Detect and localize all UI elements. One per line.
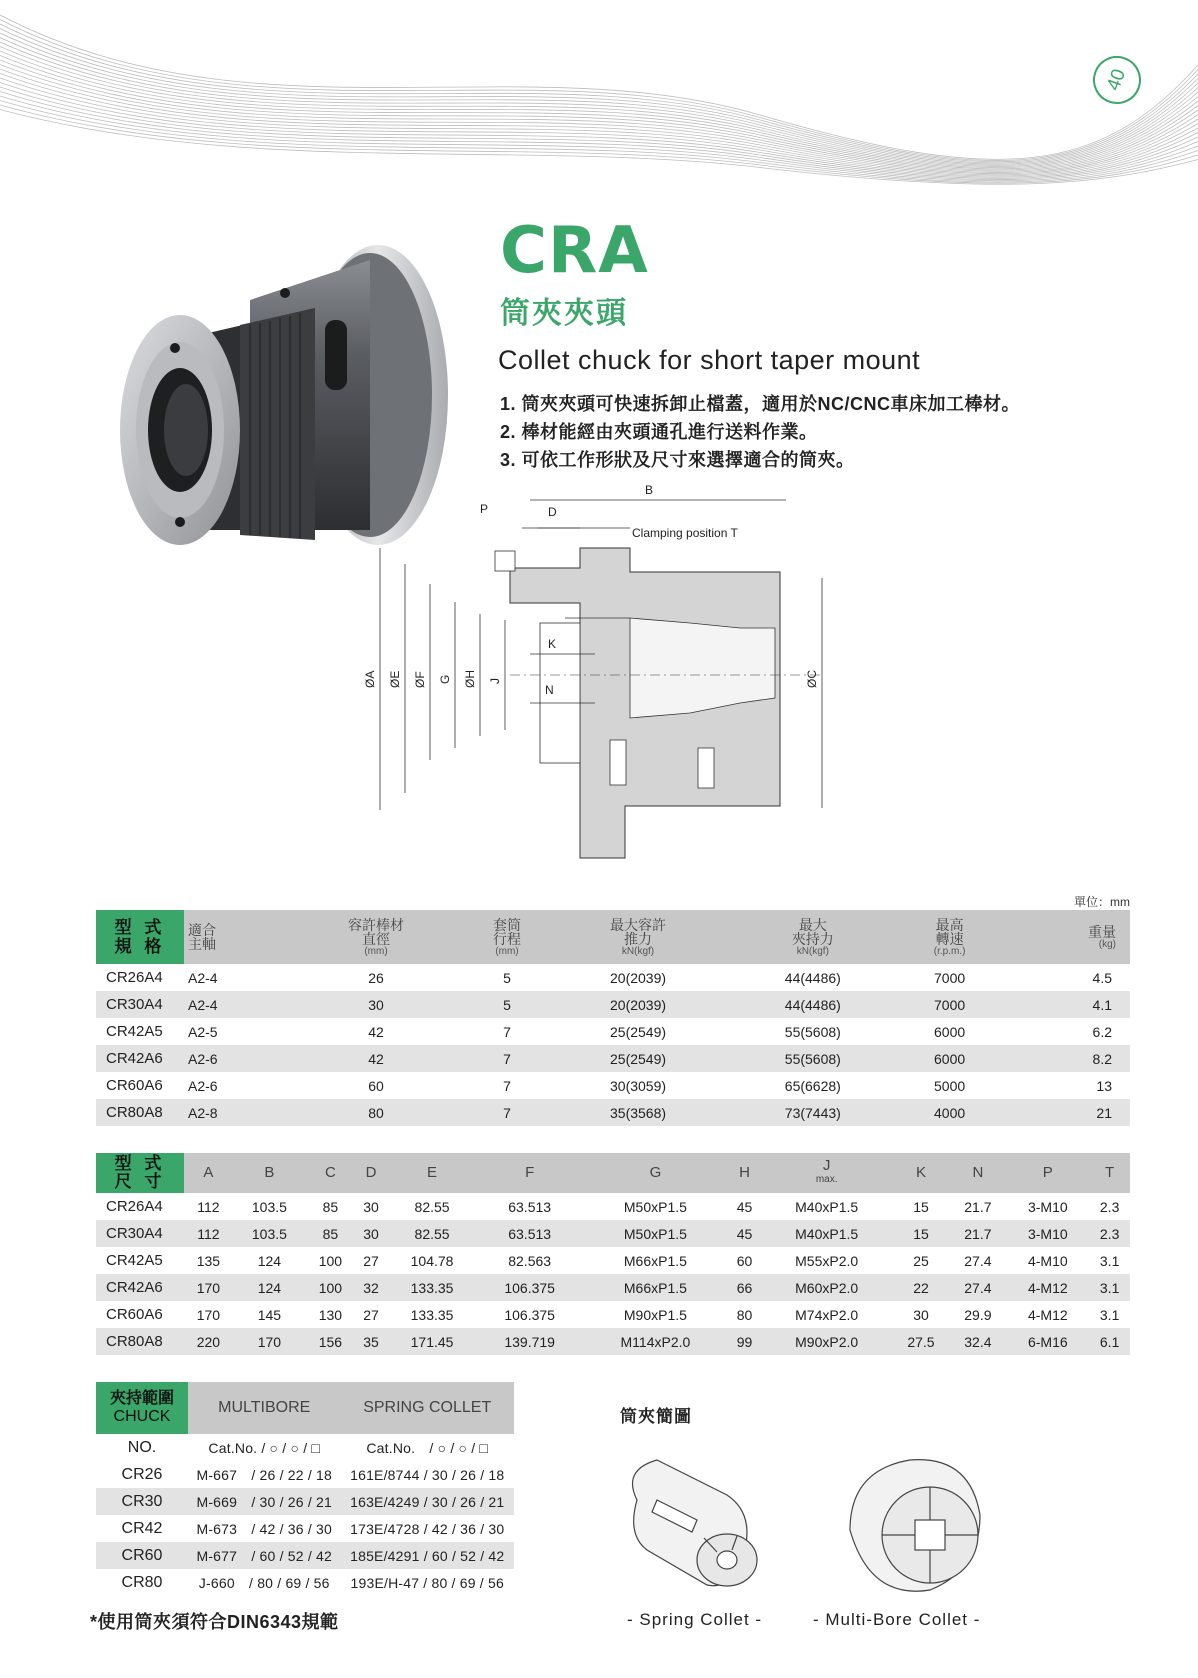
dim-header: D bbox=[355, 1153, 388, 1193]
spec-corner: 型 式 規 格 bbox=[96, 910, 184, 964]
spec-cell: CR26A4 bbox=[106, 969, 163, 986]
spec-cell: 20(2039) bbox=[610, 969, 667, 986]
dim-cell: M90xP2.0 bbox=[761, 1328, 893, 1355]
dim-cell: 103.5 bbox=[233, 1220, 306, 1247]
spec-cell: A2-4 bbox=[184, 991, 289, 1018]
dim-cell: 106.375 bbox=[504, 1306, 555, 1323]
dim-cell: 60 bbox=[736, 1252, 753, 1269]
chuck-cell: 193E/H-47 / 80 / 69 / 56 bbox=[350, 1574, 504, 1591]
spec-cell: 30 bbox=[289, 991, 464, 1018]
label-j: J bbox=[488, 678, 502, 684]
spec-cell: 25(2549) bbox=[551, 1045, 726, 1072]
dim-cell: 25 bbox=[913, 1252, 929, 1269]
dim-cell: M55xP2.0 bbox=[795, 1252, 859, 1269]
dim-row bbox=[96, 1328, 1130, 1355]
wave-line bbox=[0, 51, 1198, 169]
label-k: K bbox=[548, 637, 557, 651]
dim-cell: 2.3 bbox=[1089, 1220, 1130, 1247]
dim-cell: M40xP1.5 bbox=[795, 1198, 859, 1215]
spec-row bbox=[96, 1072, 1130, 1099]
dim-cell: 63.513 bbox=[477, 1220, 583, 1247]
spec-header: 容許棒材 直徑 (mm) bbox=[289, 910, 464, 964]
spec-cell: 21 bbox=[999, 1099, 1130, 1126]
dim-cell: 220 bbox=[184, 1328, 233, 1355]
spring-collet-caption: - Spring Collet - bbox=[627, 1610, 763, 1629]
spec-cell: 6.2 bbox=[1092, 1023, 1112, 1040]
chuck-cell: CR30 bbox=[96, 1488, 188, 1515]
dim-cell: 85 bbox=[322, 1198, 339, 1215]
spec-cell: 8.2 bbox=[999, 1045, 1130, 1072]
dim-cell: 6-M16 bbox=[1006, 1328, 1089, 1355]
feature-item: 2. 棒材能經由夾頭通孔進行送料作業。 bbox=[500, 422, 818, 442]
chuck-cell: NO. bbox=[96, 1434, 188, 1461]
header-wave-lines bbox=[0, 0, 1198, 210]
spec-cell: 73(7443) bbox=[725, 1099, 900, 1126]
multi-bore-collet-caption: - Multi-Bore Collet - bbox=[813, 1610, 981, 1629]
dim-cell: 99 bbox=[728, 1328, 761, 1355]
dim-cell: CR80A8 bbox=[96, 1328, 184, 1355]
spec-cell: 5000 bbox=[934, 1077, 966, 1094]
dim-cell: M60xP2.0 bbox=[761, 1274, 893, 1301]
chuck-row bbox=[96, 1488, 514, 1515]
spec-cell: 60 bbox=[368, 1077, 384, 1094]
spec-cell: 7000 bbox=[900, 991, 999, 1018]
chuck-row bbox=[96, 1515, 514, 1542]
dim-header: E bbox=[387, 1153, 476, 1193]
spec-cell: 30(3059) bbox=[610, 1077, 667, 1094]
chuck-cell: CR80 bbox=[121, 1573, 163, 1591]
chuck-cell: 173E/4728 / 42 / 36 / 30 bbox=[350, 1520, 505, 1537]
spec-cell: A2-6 bbox=[184, 1045, 289, 1072]
spec-cell: 44(4486) bbox=[725, 991, 900, 1018]
label-c: ØC bbox=[805, 670, 819, 688]
spec-cell: 7000 bbox=[934, 969, 966, 986]
dim-cell: 2.3 bbox=[1099, 1198, 1120, 1215]
dim-cell: 124 bbox=[233, 1274, 306, 1301]
chuck-cell: J-660 / 80 / 69 / 56 bbox=[198, 1574, 330, 1591]
spec-cell: 65(6628) bbox=[784, 1077, 841, 1094]
dim-cell: M90xP1.5 bbox=[623, 1306, 687, 1323]
dim-cell: 32.4 bbox=[949, 1328, 1006, 1355]
spec-cell: 7 bbox=[463, 1045, 550, 1072]
dim-cell: 4-M12 bbox=[1006, 1274, 1089, 1301]
dim-header: P bbox=[1006, 1153, 1089, 1193]
dim-cell: 80 bbox=[736, 1306, 753, 1323]
dim-cell: 22 bbox=[893, 1274, 950, 1301]
dim-row bbox=[96, 1247, 1130, 1274]
dim-cell: M50xP1.5 bbox=[583, 1220, 729, 1247]
dim-cell: 124 bbox=[257, 1252, 282, 1269]
dim-cell: M50xP1.5 bbox=[623, 1198, 687, 1215]
spec-cell: 7 bbox=[503, 1023, 511, 1040]
dim-cell: 4-M10 bbox=[1027, 1252, 1068, 1269]
spec-row bbox=[96, 964, 1130, 991]
dim-cell: M40xP1.5 bbox=[761, 1220, 893, 1247]
spec-row bbox=[96, 1045, 1130, 1072]
spec-header: 適合 主軸 bbox=[184, 910, 289, 964]
dim-row bbox=[96, 1301, 1130, 1328]
spec-cell: 7 bbox=[503, 1077, 511, 1094]
chuck-corner: 夾持範圍 CHUCK bbox=[96, 1382, 188, 1434]
dim-cell: 156 bbox=[306, 1328, 355, 1355]
dim-header: J max. bbox=[761, 1153, 893, 1193]
dim-cell: 171.45 bbox=[387, 1328, 476, 1355]
chuck-row bbox=[96, 1542, 514, 1569]
spec-header: 重量 (kg) bbox=[999, 910, 1130, 964]
spec-cell: 25(2549) bbox=[610, 1023, 667, 1040]
dim-cell: 21.7 bbox=[949, 1220, 1006, 1247]
spec-cell: A2-4 bbox=[188, 969, 218, 986]
dim-header: A bbox=[184, 1153, 233, 1193]
dim-cell: 133.35 bbox=[387, 1274, 476, 1301]
spec-cell: 4.5 bbox=[1092, 969, 1112, 986]
spec-cell: A2-5 bbox=[188, 1023, 218, 1040]
chuck-cell: M-673 / 42 / 36 / 30 bbox=[196, 1520, 332, 1537]
label-d: D bbox=[548, 505, 557, 519]
dim-cell: 145 bbox=[257, 1306, 282, 1323]
wave-line bbox=[0, 38, 1198, 166]
spec-cell: 55(5608) bbox=[784, 1023, 841, 1040]
dim-cell: 27.4 bbox=[964, 1252, 992, 1269]
dim-cell: M114xP2.0 bbox=[583, 1328, 729, 1355]
dim-cell: 4-M12 bbox=[1027, 1306, 1068, 1323]
dim-header: B bbox=[233, 1153, 306, 1193]
spec-cell: 5 bbox=[463, 991, 550, 1018]
dim-cell: 30 bbox=[363, 1198, 379, 1215]
unit-note: 單位：mm bbox=[1074, 895, 1130, 909]
spec-row bbox=[96, 1099, 1130, 1126]
page-number: 40 bbox=[1103, 66, 1131, 94]
spec-table bbox=[96, 910, 1130, 1126]
spec-header: 最大 夾持力 kN(kgf) bbox=[725, 910, 900, 964]
multi-bore-collet-image bbox=[830, 1440, 1000, 1610]
chuck-subheader-row bbox=[96, 1434, 514, 1461]
spec-header: 套筒 行程 (mm) bbox=[463, 910, 550, 964]
chuck-cell: Cat.No. / ○ / ○ / □ bbox=[188, 1434, 340, 1461]
dim-cell: 27.5 bbox=[893, 1328, 950, 1355]
feature-list bbox=[500, 390, 1020, 474]
spec-cell: 6000 bbox=[900, 1045, 999, 1072]
label-b: B bbox=[645, 483, 654, 497]
spec-header: 最高 轉速 (r.p.m.) bbox=[900, 910, 999, 964]
dimension-table bbox=[96, 1153, 1130, 1355]
dim-cell: 66 bbox=[728, 1274, 761, 1301]
dim-cell: 3.1 bbox=[1089, 1274, 1130, 1301]
dim-cell: M66xP1.5 bbox=[623, 1252, 687, 1269]
dim-cell: 139.719 bbox=[477, 1328, 583, 1355]
dim-cell: 45 bbox=[728, 1220, 761, 1247]
dim-cell: 85 bbox=[306, 1220, 355, 1247]
chuck-cell: M-667 / 26 / 22 / 18 bbox=[196, 1466, 332, 1483]
dim-header-row bbox=[96, 1153, 1130, 1193]
spec-row bbox=[96, 1018, 1130, 1045]
chuck-cell: 185E/4291 / 60 / 52 / 42 bbox=[340, 1542, 514, 1569]
chuck-cell: CR60 bbox=[96, 1542, 188, 1569]
dim-corner: 型 式 尺 寸 bbox=[96, 1153, 184, 1193]
dim-cell: 103.5 bbox=[251, 1198, 287, 1215]
dim-cell: 29.9 bbox=[964, 1306, 992, 1323]
chuck-header-row bbox=[96, 1382, 514, 1434]
dim-cell: M66xP1.5 bbox=[583, 1274, 729, 1301]
dim-cell: CR30A4 bbox=[96, 1220, 184, 1247]
dim-cell: 3.1 bbox=[1099, 1306, 1120, 1323]
spec-cell: A2-8 bbox=[184, 1099, 289, 1126]
dim-cell: 45 bbox=[736, 1198, 753, 1215]
dim-cell: 27 bbox=[363, 1306, 379, 1323]
dim-cell: 27 bbox=[363, 1252, 379, 1269]
dim-header: C bbox=[306, 1153, 355, 1193]
dim-row bbox=[96, 1220, 1130, 1247]
wave-line bbox=[0, 42, 1198, 167]
spec-cell: CR80A8 bbox=[96, 1099, 184, 1126]
spec-cell: 26 bbox=[368, 969, 384, 986]
dim-cell: CR42A6 bbox=[96, 1274, 184, 1301]
dim-header: H bbox=[728, 1153, 761, 1193]
dim-row bbox=[96, 1274, 1130, 1301]
spec-cell: CR42A6 bbox=[96, 1045, 184, 1072]
label-a: ØA bbox=[363, 670, 377, 688]
chuck-header: MULTIBORE bbox=[188, 1382, 340, 1434]
product-name-cn: 筒夾夾頭 bbox=[500, 297, 628, 330]
dim-cell: 35 bbox=[355, 1328, 388, 1355]
spec-cell: 42 bbox=[289, 1045, 464, 1072]
product-code: CRA bbox=[500, 214, 649, 288]
spec-cell: 44(4486) bbox=[784, 969, 841, 986]
dim-cell: 170 bbox=[233, 1328, 306, 1355]
dim-header: K bbox=[893, 1153, 950, 1193]
dim-cell: 3-M10 bbox=[1027, 1198, 1068, 1215]
technical-drawing bbox=[363, 483, 900, 878]
dim-cell: 30 bbox=[355, 1220, 388, 1247]
chuck-cell: M-677 / 60 / 52 / 42 bbox=[188, 1542, 340, 1569]
chuck-cell: CR26 bbox=[121, 1465, 163, 1483]
feature-item: 1. 筒夾夾頭可快速拆卸止檔蓋，適用於NC/CNC車床加工棒材。 bbox=[500, 394, 1021, 414]
chuck-range-table bbox=[96, 1382, 514, 1596]
dim-cell: 133.35 bbox=[410, 1306, 454, 1323]
dim-cell: 32 bbox=[355, 1274, 388, 1301]
dim-cell: 100 bbox=[318, 1252, 343, 1269]
dim-cell: 106.375 bbox=[477, 1274, 583, 1301]
wave-line bbox=[0, 47, 1198, 168]
spec-row bbox=[96, 991, 1130, 1018]
dim-cell: 6.1 bbox=[1089, 1328, 1130, 1355]
dim-header: G bbox=[583, 1153, 729, 1193]
dim-header: T bbox=[1089, 1153, 1130, 1193]
chuck-row bbox=[96, 1569, 514, 1596]
dim-cell: 30 bbox=[913, 1306, 929, 1323]
dim-cell: CR26A4 bbox=[106, 1198, 163, 1215]
spec-cell: 35(3568) bbox=[551, 1099, 726, 1126]
chuck-cell: CR42 bbox=[121, 1519, 163, 1537]
dim-cell: 104.78 bbox=[410, 1252, 454, 1269]
spec-cell: 7 bbox=[463, 1099, 550, 1126]
label-p: P bbox=[480, 502, 489, 516]
spec-cell: 4000 bbox=[900, 1099, 999, 1126]
dim-cell: 130 bbox=[318, 1306, 343, 1323]
spec-cell: A2-6 bbox=[188, 1077, 218, 1094]
spec-cell: 55(5608) bbox=[725, 1045, 900, 1072]
chuck-cell: 161E/8744 / 30 / 26 / 18 bbox=[350, 1466, 505, 1483]
dim-cell: 82.55 bbox=[387, 1220, 476, 1247]
label-g: G bbox=[438, 674, 452, 684]
spec-cell: CR30A4 bbox=[96, 991, 184, 1018]
spec-cell: 6000 bbox=[934, 1023, 966, 1040]
chuck-cell: 163E/4249 / 30 / 26 / 21 bbox=[340, 1488, 514, 1515]
spec-cell: 42 bbox=[368, 1023, 384, 1040]
spec-cell: 4.1 bbox=[999, 991, 1130, 1018]
dim-cell: 112 bbox=[184, 1220, 233, 1247]
dim-row bbox=[96, 1193, 1130, 1220]
dim-cell: M74xP2.0 bbox=[795, 1306, 859, 1323]
spec-cell: 13 bbox=[1096, 1077, 1112, 1094]
dim-cell: CR42A5 bbox=[106, 1252, 163, 1269]
dim-cell: CR60A6 bbox=[106, 1306, 163, 1323]
dim-cell: 112 bbox=[197, 1198, 220, 1215]
dim-cell: 82.55 bbox=[414, 1198, 450, 1215]
dim-cell: 3-M10 bbox=[1006, 1220, 1089, 1247]
spec-cell: CR42A5 bbox=[106, 1023, 163, 1040]
spec-cell: 20(2039) bbox=[551, 991, 726, 1018]
label-e: ØE bbox=[388, 670, 402, 688]
chuck-cell: Cat.No. / ○ / ○ / □ bbox=[340, 1434, 514, 1461]
dim-header: F bbox=[477, 1153, 583, 1193]
spec-cell: 80 bbox=[289, 1099, 464, 1126]
dim-cell: 3.1 bbox=[1099, 1252, 1120, 1269]
spec-header-row bbox=[96, 910, 1130, 964]
spring-collet-image bbox=[612, 1440, 782, 1610]
dim-cell: 15 bbox=[913, 1198, 929, 1215]
dim-cell: 170 bbox=[184, 1274, 233, 1301]
feature-item: 3. 可依工作形狀及尺寸來選擇適合的筒夾。 bbox=[500, 450, 855, 470]
collet-diagram-title: 筒夾簡圖 bbox=[620, 1407, 692, 1426]
dim-cell: 21.7 bbox=[964, 1198, 992, 1215]
dim-cell: 63.513 bbox=[508, 1198, 552, 1215]
spec-cell: 5 bbox=[503, 969, 511, 986]
dim-cell: 82.563 bbox=[508, 1252, 552, 1269]
footnote: *使用筒夾須符合DIN6343規範 bbox=[90, 1612, 339, 1632]
spec-cell: CR60A6 bbox=[106, 1077, 163, 1094]
label-n: N bbox=[545, 683, 554, 697]
spec-header: 最大容許 推力 kN(kgf) bbox=[551, 910, 726, 964]
label-f: ØF bbox=[413, 671, 427, 688]
dim-cell: 15 bbox=[893, 1220, 950, 1247]
product-name-en: Collet chuck for short taper mount bbox=[498, 345, 921, 375]
dim-cell: 135 bbox=[196, 1252, 221, 1269]
dim-cell: 27.4 bbox=[949, 1274, 1006, 1301]
dim-cell: 170 bbox=[196, 1306, 221, 1323]
chuck-header: SPRING COLLET bbox=[340, 1382, 514, 1434]
dim-cell: 100 bbox=[306, 1274, 355, 1301]
chuck-row bbox=[96, 1461, 514, 1488]
label-clamping: Clamping position T bbox=[632, 526, 738, 540]
dim-header: N bbox=[949, 1153, 1006, 1193]
label-h: ØH bbox=[463, 670, 477, 688]
chuck-cell: M-669 / 30 / 26 / 21 bbox=[188, 1488, 340, 1515]
